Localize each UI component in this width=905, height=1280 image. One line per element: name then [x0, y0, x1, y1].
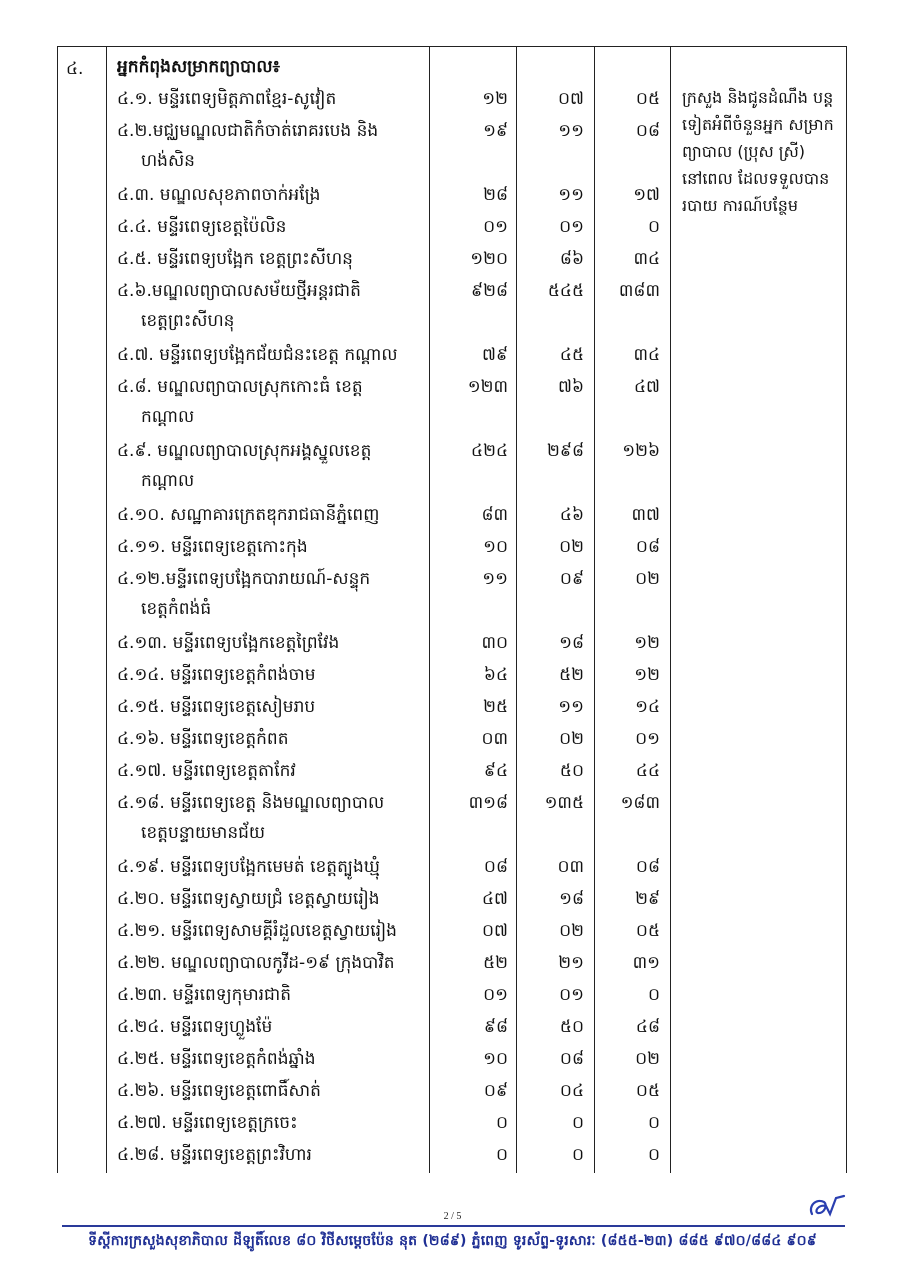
- facility-name-line1: ៤.១៥. មន្ទីរពេទ្យខេត្តសៀមរាប: [117, 697, 316, 717]
- total-count: ៣០: [481, 633, 508, 653]
- female-count: ៤៧: [634, 377, 660, 397]
- facility-name-line1: ៤.២០. មន្ទីរពេទ្យស្វាយជ្រំ ខេត្តស្វាយរៀង: [117, 889, 380, 909]
- table-divider-female: [670, 46, 671, 1173]
- facility-name-line1: ៤.១៨. មន្ទីរពេទ្យខេត្ត និងមណ្ឌលព្យាបាល: [117, 793, 385, 813]
- facility-name: [117, 84, 427, 114]
- total-count: ១៩: [483, 121, 508, 141]
- facility-name-line1: ៤.២១. មន្ទីរពេទ្យសាមគ្គីរំដួលខេត្តស្វាយរៀង: [117, 921, 397, 941]
- total-count: ២៨: [483, 185, 508, 205]
- facility-name-line2: ហង់សិន: [141, 151, 195, 171]
- facility-name: [117, 884, 427, 914]
- facility-name-line2: កណ្តាល: [141, 407, 195, 427]
- facility-name-line2: ខេត្តកំពង់ធំ: [141, 599, 212, 619]
- facility-name-line1: ៤.៨. មណ្ឌលព្យាបាលស្រុកកោះធំ ខេត្ត: [117, 377, 363, 397]
- facility-name: [117, 724, 427, 754]
- facility-name: [117, 532, 427, 562]
- facility-name: [117, 436, 427, 496]
- facility-name: [117, 788, 427, 848]
- male-count: ០៧: [558, 89, 584, 109]
- total-count: ០១: [483, 985, 508, 1005]
- total-count: ០៨: [483, 857, 508, 877]
- footer-divider: [62, 1225, 845, 1227]
- section-number: ៤.: [66, 59, 84, 79]
- total-count: ៦៤: [483, 665, 508, 685]
- total-count: ៥២: [483, 953, 508, 973]
- total-count: ៩៤: [483, 761, 508, 781]
- female-count: ០: [647, 1145, 660, 1165]
- footer-address: ទីស្តីការក្រសួងសុខាភិបាល ដីឡូតិ៍លេខ ៨០ វិថីសម្តេចប៉ែន នុត (២៨៩) ភ្នំពេញ ទូរស័ព្ទ-ទូរសារៈ (៨៥៥-២៣) ៨៨៥ ៩៧០/៨៨៤ ៩០៩: [88, 1233, 817, 1249]
- total-count: ១២០: [470, 249, 508, 269]
- male-count: ០៨: [559, 1049, 584, 1069]
- facility-name: [117, 340, 427, 370]
- facility-name-line1: ៤.១០. សណ្ឋាគារក្រេតឌុករាជធានីភ្នំពេញ: [117, 505, 380, 525]
- facility-name-line1: ៤.២៧. មន្ទីរពេទ្យខេត្តក្រចេះ: [117, 1113, 298, 1133]
- facility-name-line2: ខេត្តបន្ទាយមានជ័យ: [141, 823, 266, 843]
- male-count: ៤៥: [559, 345, 584, 365]
- female-count: ០៨: [635, 857, 660, 877]
- facility-name: [117, 692, 427, 722]
- male-count: ០១: [559, 217, 584, 237]
- facility-name: [117, 212, 427, 242]
- male-count: ០២: [559, 537, 584, 557]
- total-count: ១១: [482, 569, 508, 589]
- total-count: ៩២៨: [471, 281, 508, 301]
- total-count: ០៧: [482, 921, 508, 941]
- female-count: ៤៤: [635, 761, 660, 781]
- total-count: ០៩: [483, 1081, 508, 1101]
- female-count: ០: [647, 1113, 660, 1133]
- male-count: ១៨: [559, 889, 584, 909]
- male-count: ២៩៨: [547, 441, 584, 461]
- facility-name: [117, 980, 427, 1010]
- facility-name-line1: ៤.៣. មណ្ឌលសុខភាពចាក់អង្រែ: [117, 185, 321, 205]
- facility-name: [117, 660, 427, 690]
- male-count: ១១: [558, 185, 584, 205]
- male-count: ៤៦: [559, 505, 584, 525]
- section-title: អ្នកកំពុងសម្រាកព្យាបាល៖: [117, 57, 281, 77]
- remarks-note: ក្រសួង និងជូនដំណឹង បន្តទៀតអំពីចំនួនអ្នក សម្រាកព្យាបាល (ប្រុស ស្រី) នៅពេល ដែលទទួលបានរបាយ ការណ៍បន្ថែម: [682, 88, 834, 215]
- male-count: ២១: [558, 953, 584, 973]
- female-count: ៣៤: [633, 249, 660, 269]
- male-count: ០២: [559, 921, 584, 941]
- facility-name: [117, 916, 427, 946]
- total-count: ០: [495, 1113, 508, 1133]
- female-count: ៣៤: [633, 345, 660, 365]
- male-count: ១៨: [559, 633, 584, 653]
- female-count: ១២៦: [622, 441, 660, 461]
- facility-name: [117, 1076, 427, 1106]
- total-count: ០៣: [481, 729, 508, 749]
- facility-name-line1: ៤.១២.មន្ទីរពេទ្យបង្អែកបារាយណ៍-សន្ទុក: [117, 569, 371, 589]
- table-border-left: [57, 46, 58, 1173]
- facility-name-line1: ៤.២៨. មន្ទីរពេទ្យខេត្តព្រះវិហារ: [117, 1145, 312, 1165]
- female-count: ៣៨៣: [618, 281, 660, 301]
- total-count: ១០: [483, 537, 508, 557]
- total-count: ៧៩: [482, 345, 508, 365]
- female-count: ១២: [634, 633, 660, 653]
- female-count: ០២: [635, 569, 660, 589]
- total-count: ១២: [482, 89, 508, 109]
- facility-name: [117, 628, 427, 658]
- female-count: ០: [647, 985, 660, 1005]
- male-count: ៧៦: [558, 377, 584, 397]
- facility-name-line1: ៤.១១. មន្ទីរពេទ្យខេត្តកោះកុង: [117, 537, 308, 557]
- signature-mark-icon: [806, 1192, 850, 1222]
- male-count: ០៤: [559, 1081, 584, 1101]
- facility-name-line1: ៤.១៩. មន្ទីរពេទ្យបង្អែកមេមត់ ខេត្តត្បូងឃ្មុំ: [117, 857, 380, 877]
- female-count: ២៩: [635, 889, 660, 909]
- male-count: ០១: [559, 985, 584, 1005]
- total-count: ៣១៨: [468, 793, 508, 813]
- facility-name-line1: ៤.៧. មន្ទីរពេទ្យបង្អែកជ័យជំនះខេត្ត កណ្តាល: [117, 345, 398, 365]
- total-count: ៤២៤: [471, 441, 508, 461]
- table-border-right: [846, 46, 847, 1173]
- table-divider-number: [106, 46, 107, 1173]
- facility-name: [117, 1012, 427, 1042]
- facility-name-line1: ៤.៩. មណ្ឌលព្យាបាលស្រុកអង្គស្នួលខេត្ត: [117, 441, 372, 461]
- facility-name-line2: កណ្តាល: [141, 471, 195, 491]
- female-count: ០៥: [635, 89, 660, 109]
- female-count: ០៥: [635, 921, 660, 941]
- female-count: ៤៨: [635, 1017, 660, 1037]
- total-count: ១២៣: [467, 377, 508, 397]
- facility-name-line1: ៤.២៥. មន្ទីរពេទ្យខេត្តកំពង់ឆ្នាំង: [117, 1049, 316, 1069]
- female-count: ០: [647, 217, 660, 237]
- male-count: ០៣: [557, 857, 584, 877]
- female-count: ៣១: [632, 953, 660, 973]
- male-count: ០: [571, 1113, 584, 1133]
- table-top-border: [57, 46, 847, 47]
- male-count: ១៣៥: [544, 793, 584, 813]
- total-count: ០១: [483, 217, 508, 237]
- female-count: ០៨: [635, 121, 660, 141]
- female-count: ០២: [635, 1049, 660, 1069]
- facility-name: [117, 564, 427, 624]
- total-count: ៩៨: [483, 1017, 508, 1037]
- facility-name: [117, 372, 427, 432]
- female-count: ១៨៣: [620, 793, 660, 813]
- facility-name: [117, 1140, 427, 1170]
- facility-name: [117, 180, 427, 210]
- facility-name-line1: ៤.២៣. មន្ទីរពេទ្យកុមារជាតិ: [117, 985, 292, 1005]
- facility-name-line1: ៤.៥. មន្ទីរពេទ្យបង្អែក ខេត្តព្រះសីហនុ: [117, 249, 353, 269]
- total-count: ០: [495, 1145, 508, 1165]
- facility-name-line1: ៤.២៦. មន្ទីរពេទ្យខេត្តពោធិ៍សាត់: [117, 1081, 321, 1101]
- facility-name-line1: ៤.៤. មន្ទីរពេទ្យខេត្តប៉ៃលិន: [117, 217, 287, 237]
- male-count: ១១: [558, 121, 584, 141]
- facility-name: [117, 948, 427, 978]
- facility-name: [117, 116, 427, 176]
- total-count: ២៥: [483, 697, 508, 717]
- facility-name: [117, 1044, 427, 1074]
- male-count: ០: [571, 1145, 584, 1165]
- total-count: ៨៣: [481, 505, 508, 525]
- female-count: ១២: [634, 665, 660, 685]
- female-count: ១៤: [635, 697, 660, 717]
- facility-name-line1: ៤.២២. មណ្ឌលព្យាបាលកូវីដ-១៩ ក្រុងបាវិត: [117, 953, 395, 973]
- page-number: 2 / 5: [443, 1211, 462, 1222]
- facility-name-line2: ខេត្តព្រះសីហនុ: [141, 311, 235, 331]
- facility-name-line1: ៤.១៣. មន្ទីរពេទ្យបង្អែកខេត្តព្រៃវែង: [117, 633, 340, 653]
- male-count: ៥២: [559, 665, 584, 685]
- facility-name-line1: ៤.២.មជ្ឈមណ្ឌលជាតិកំចាត់រោគរបេង និង: [117, 121, 379, 141]
- male-count: ៥០: [559, 761, 584, 781]
- facility-name: [117, 276, 427, 336]
- facility-name: [117, 500, 427, 530]
- total-count: ១០: [483, 1049, 508, 1069]
- facility-name-line1: ៤.២៤. មន្ទីរពេទ្យហ្លួងម៉ែ: [117, 1017, 273, 1037]
- facility-name: [117, 756, 427, 786]
- facility-name-line1: ៤.១៤. មន្ទីរពេទ្យខេត្តកំពង់ចាម: [117, 665, 316, 685]
- female-count: ០៨: [635, 537, 660, 557]
- male-count: ០៩: [559, 569, 584, 589]
- male-count: ៥៤៥: [547, 281, 584, 301]
- female-count: ០១: [635, 729, 660, 749]
- facility-name-line1: ៤.៦.មណ្ឌលព្យាបាលសម័យថ្មីអន្តរជាតិ: [117, 281, 361, 301]
- male-count: ១១: [558, 697, 584, 717]
- male-count: ៨៦: [559, 249, 584, 269]
- facility-name-line1: ៤.១. មន្ទីរពេទ្យមិត្តភាពខ្មែរ-សូវៀត: [117, 89, 337, 109]
- male-count: ០២: [559, 729, 584, 749]
- female-count: ០៥: [635, 1081, 660, 1101]
- facility-name: [117, 852, 427, 882]
- facility-name: [117, 1108, 427, 1138]
- facility-name-line1: ៤.១៦. មន្ទីរពេទ្យខេត្តកំពត: [117, 729, 289, 749]
- female-count: ១៧: [633, 185, 660, 205]
- female-count: ៣៧: [631, 505, 660, 525]
- total-count: ៤៧: [482, 889, 508, 909]
- male-count: ៥០: [559, 1017, 584, 1037]
- table-divider-label: [429, 46, 430, 1173]
- facility-name-line1: ៤.១៧. មន្ទីរពេទ្យខេត្តតាកែវ: [117, 761, 296, 781]
- facility-name: [117, 244, 427, 274]
